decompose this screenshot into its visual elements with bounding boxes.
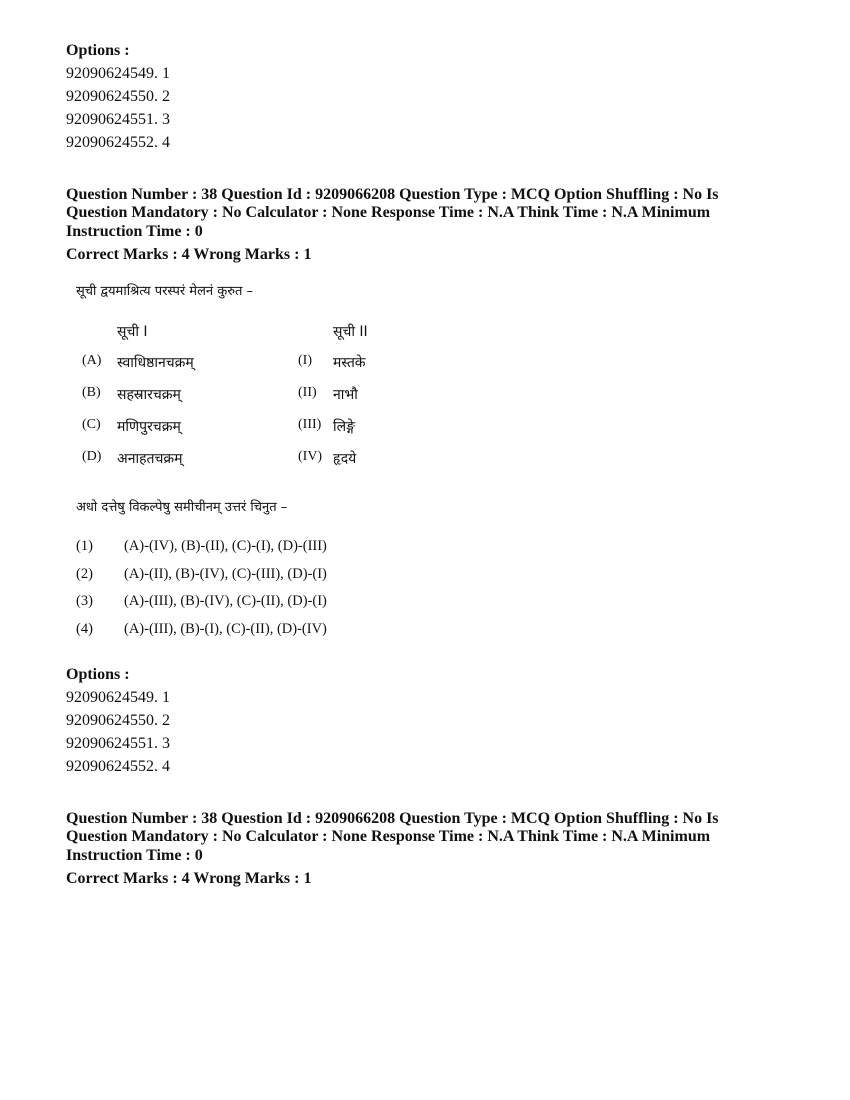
list2-key: (I) <box>298 353 312 368</box>
list2-key: (III) <box>298 417 322 432</box>
list1-key: (A) <box>82 353 102 368</box>
answer-number: (4) <box>76 621 93 637</box>
question-instruction: सूची द्वयमाश्रित्य परस्परं मेलनं कुरुत – <box>76 284 254 299</box>
choose-instruction: अधो दत्तेषु विकल्पेषु समीचीनम् उत्तरं चिनुत – <box>76 500 288 515</box>
list2-value: मस्तके <box>333 355 366 371</box>
list1-key: (D) <box>82 449 102 464</box>
answer-number: (2) <box>76 566 93 582</box>
question-meta-line-2: Question Mandatory : No Calculator : None Response Time : N.A Think Time : N.A Minimum <box>66 828 711 845</box>
option-item: 92090624549. 1 <box>66 65 170 82</box>
list1-key: (C) <box>82 417 101 432</box>
option-item: 92090624552. 4 <box>66 758 170 775</box>
answer-text: (A)-(IV), (B)-(II), (C)-(I), (D)-(III) <box>124 538 327 554</box>
list1-value: मणिपुरचक्रम् <box>117 419 181 435</box>
list1-value: अनाहतचक्रम् <box>117 451 183 467</box>
option-item: 92090624552. 4 <box>66 134 170 151</box>
options-label: Options : <box>66 666 130 683</box>
answer-text: (A)-(II), (B)-(IV), (C)-(III), (D)-(I) <box>124 566 327 582</box>
list2-header: सूची II <box>333 324 368 340</box>
answer-number: (1) <box>76 538 93 554</box>
list1-header: सूची I <box>117 324 148 340</box>
list1-value: सहस्रारचक्रम् <box>117 387 181 403</box>
question-marks: Correct Marks : 4 Wrong Marks : 1 <box>66 870 312 887</box>
option-item: 92090624551. 3 <box>66 735 170 752</box>
list2-value: नाभौ <box>333 387 358 403</box>
list2-key: (IV) <box>298 449 323 464</box>
list1-value: स्वाधिष्ठानचक्रम् <box>117 355 194 371</box>
answer-number: (3) <box>76 593 93 609</box>
question-marks: Correct Marks : 4 Wrong Marks : 1 <box>66 246 312 263</box>
option-item: 92090624549. 1 <box>66 689 170 706</box>
question-meta-line-3: Instruction Time : 0 <box>66 223 203 240</box>
list1-key: (B) <box>82 385 101 400</box>
question-meta-line-3: Instruction Time : 0 <box>66 847 203 864</box>
question-meta-line-1: Question Number : 38 Question Id : 9209066208 Question Type : MCQ Option Shuffling : No Is <box>66 186 719 203</box>
question-meta-line-2: Question Mandatory : No Calculator : None Response Time : N.A Think Time : N.A Minimum <box>66 204 711 221</box>
answer-text: (A)-(III), (B)-(IV), (C)-(II), (D)-(I) <box>124 593 327 609</box>
options-label: Options : <box>66 42 130 59</box>
option-item: 92090624550. 2 <box>66 88 170 105</box>
list2-key: (II) <box>298 385 317 400</box>
option-item: 92090624550. 2 <box>66 712 170 729</box>
list2-value: लिङ्गे <box>333 419 355 435</box>
answer-text: (A)-(III), (B)-(I), (C)-(II), (D)-(IV) <box>124 621 327 637</box>
question-meta-line-1: Question Number : 38 Question Id : 9209066208 Question Type : MCQ Option Shuffling : No Is <box>66 810 719 827</box>
option-item: 92090624551. 3 <box>66 111 170 128</box>
list2-value: हृदये <box>333 451 357 467</box>
